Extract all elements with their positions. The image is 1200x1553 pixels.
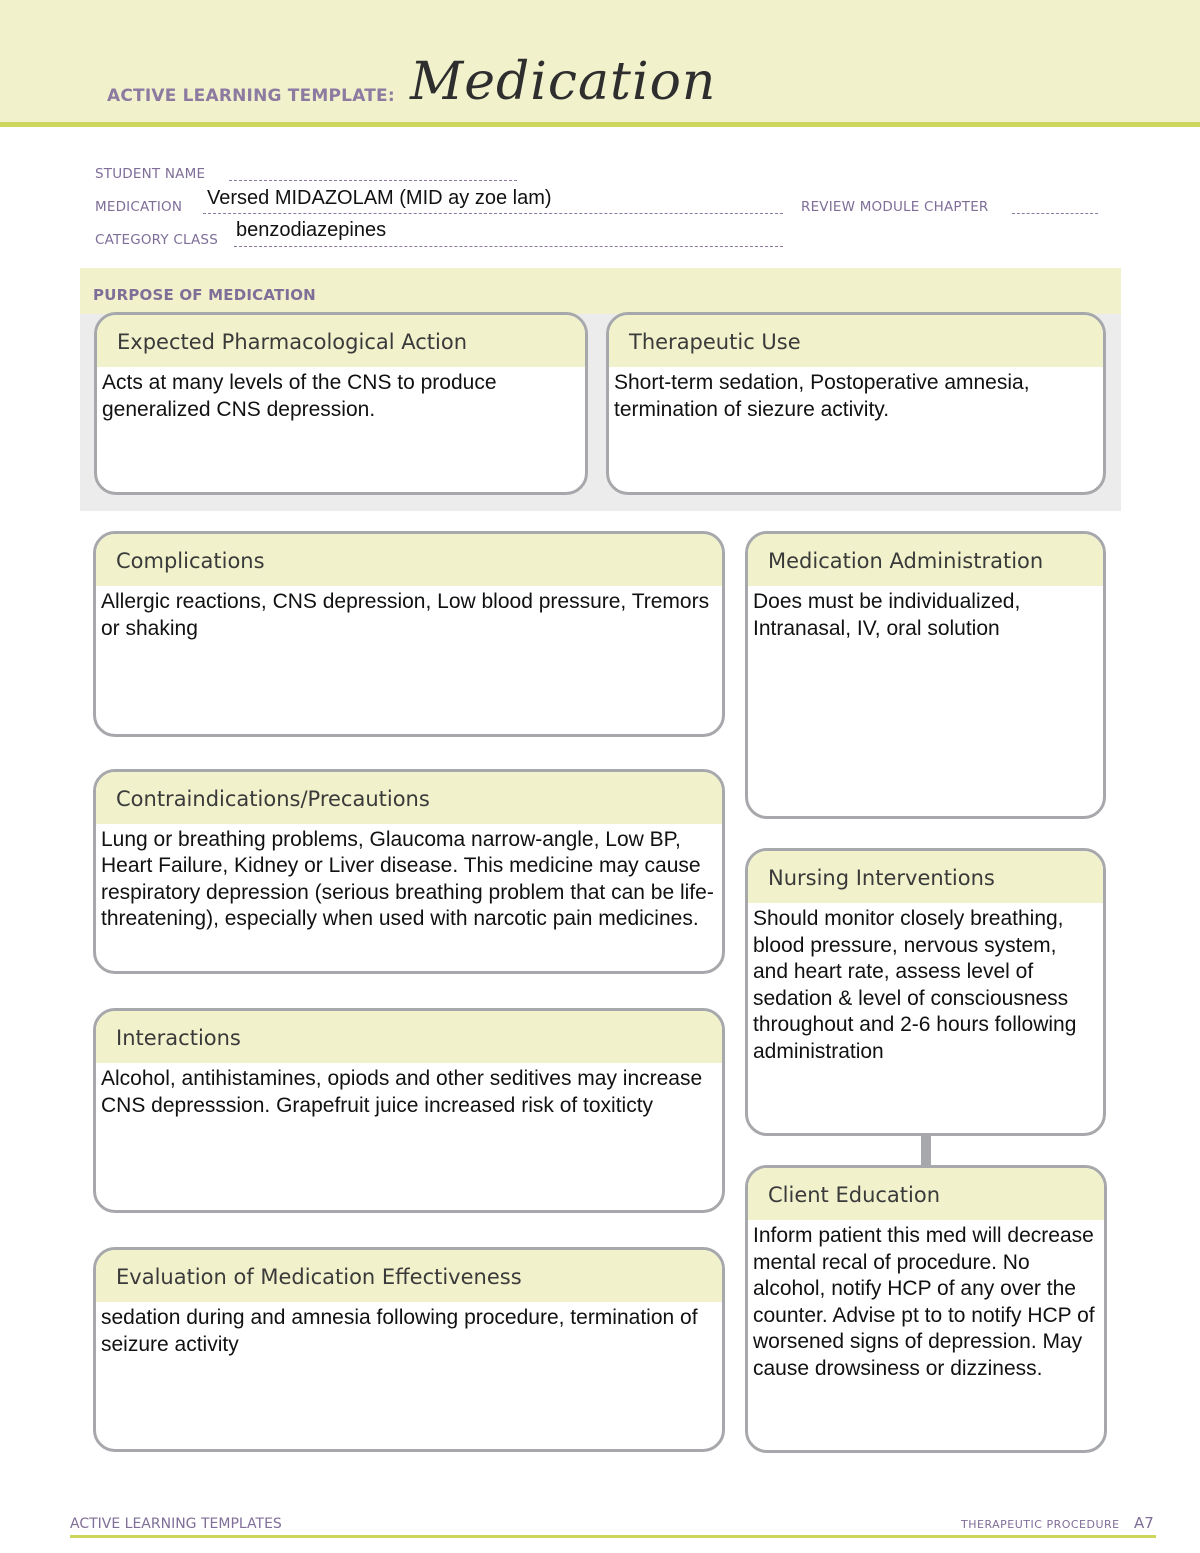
student-name-line	[229, 180, 517, 181]
header-rule	[0, 122, 1200, 127]
complications-title: Complications	[96, 534, 722, 586]
contraindications-text[interactable]: Lung or breathing problems, Glaucoma narrow-angle, Low BP, Heart Failure, Kidney or Liver disease. This medicine may cause respiratory depression (serious breathing problem that can be life-threatening), especially when used with narcotic pain medicines.	[101, 828, 714, 930]
footer-left: ACTIVE LEARNING TEMPLATES	[70, 1516, 282, 1532]
nursing-interventions-card	[745, 848, 1106, 1136]
client-education-title: Client Education	[748, 1168, 1104, 1220]
medication-line	[203, 213, 783, 214]
category-class-field[interactable]: benzodiazepines	[236, 219, 387, 241]
evaluation-card	[93, 1247, 725, 1452]
medication-administration-text[interactable]: Does must be individualized, Intranasal, IV, oral solution	[753, 590, 1021, 640]
review-module-chapter-label: REVIEW MODULE CHAPTER	[801, 199, 989, 215]
medication-administration-card	[745, 531, 1106, 819]
therapeutic-use-text[interactable]: Short-term sedation, Postoperative amnesia, termination of siezure activity.	[614, 371, 1030, 421]
interactions-text[interactable]: Alcohol, antihistamines, opiods and other seditives may increase CNS depresssion. Grapefruit juice increased risk of toxiticty	[101, 1067, 703, 1117]
complications-text[interactable]: Allergic reactions, CNS depression, Low blood pressure, Tremors or shaking	[101, 590, 710, 640]
interactions-card	[93, 1008, 725, 1213]
footer-right: THERAPEUTIC PROCEDURE	[961, 1518, 1120, 1531]
expected-action-card	[94, 312, 588, 495]
header-kicker: ACTIVE LEARNING TEMPLATE:	[107, 86, 395, 106]
review-module-chapter-line	[1012, 213, 1098, 214]
medication-field[interactable]: Versed MIDAZOLAM (MID ay zoe lam)	[207, 187, 552, 209]
category-class-label: CATEGORY CLASS	[95, 232, 218, 248]
therapeutic-use-title: Therapeutic Use	[609, 315, 1103, 367]
medication-label: MEDICATION	[95, 199, 183, 215]
therapeutic-use-card	[606, 312, 1106, 495]
nursing-interventions-text[interactable]: Should monitor closely breathing, blood pressure, nervous system, and heart rate, assess level of sedation & level of consciousness throughout and 2-6 hours following administration	[753, 907, 1077, 1063]
complications-card	[93, 531, 725, 737]
expected-action-title: Expected Pharmacological Action	[97, 315, 585, 367]
card-connector	[921, 1135, 931, 1167]
page-title: Medication	[410, 52, 717, 112]
category-class-line	[234, 246, 783, 247]
purpose-title: PURPOSE OF MEDICATION	[93, 286, 316, 304]
medication-administration-title: Medication Administration	[748, 534, 1103, 586]
interactions-title: Interactions	[96, 1011, 722, 1063]
client-education-card	[745, 1165, 1107, 1453]
nursing-interventions-title: Nursing Interventions	[748, 851, 1103, 903]
footer-rule	[70, 1535, 1156, 1538]
expected-action-text[interactable]: Acts at many levels of the CNS to produce generalized CNS depression.	[102, 371, 497, 421]
evaluation-text[interactable]: sedation during and amnesia following procedure, termination of seizure activity	[101, 1306, 698, 1356]
student-name-label: STUDENT NAME	[95, 166, 206, 182]
evaluation-title: Evaluation of Medication Effectiveness	[96, 1250, 722, 1302]
page-number: A7	[1134, 1514, 1154, 1532]
contraindications-card	[93, 769, 725, 974]
client-education-text[interactable]: Inform patient this med will decrease mental recal of procedure. No alcohol, notify HCP of any over the counter. Advise pt to to notify HCP of worsened signs of depression. May cause drowsiness or dizziness.	[753, 1224, 1095, 1380]
contraindications-title: Contraindications/Precautions	[96, 772, 722, 824]
